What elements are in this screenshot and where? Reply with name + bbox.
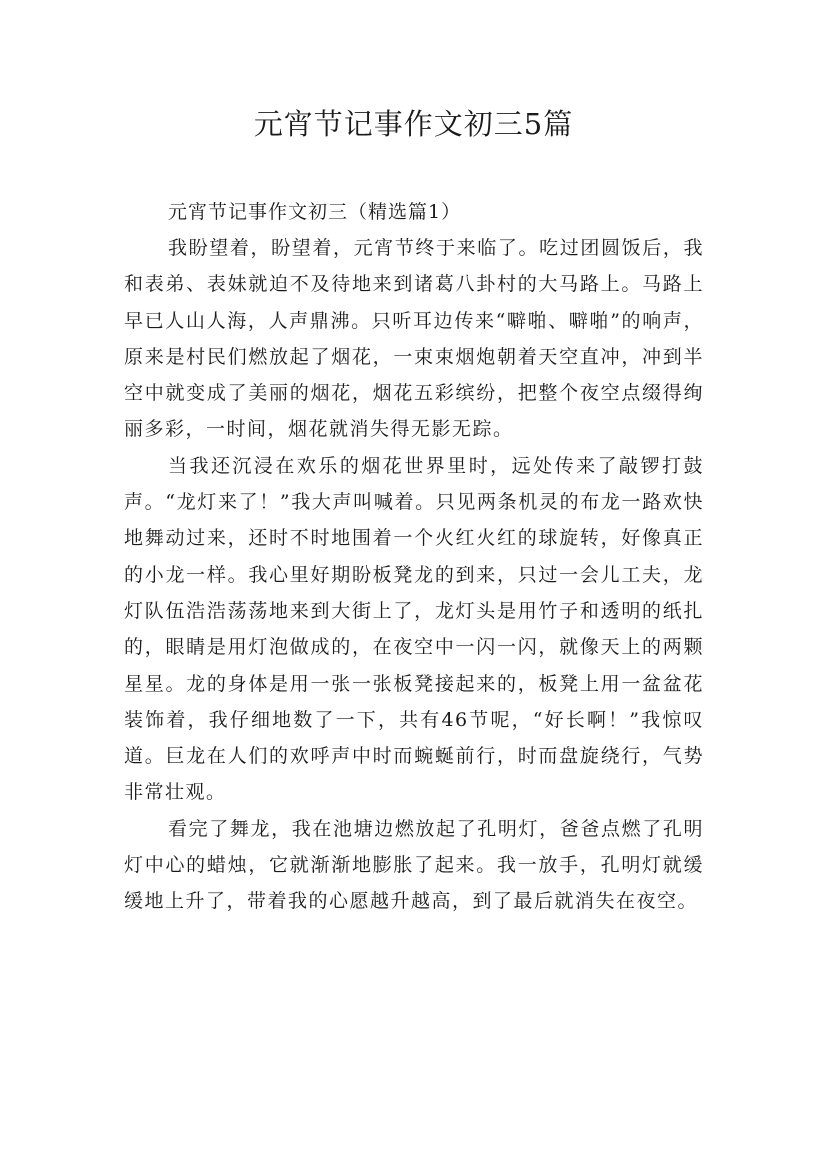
document-body [124,194,704,920]
paragraph-1: 我盼望着，盼望着，元宵节终于来临了。吃过团圆饭后，我和表弟、表妹就迫不及待地来到诸葛八卦村的大马路上。马路上早已人山人海，人声鼎沸。只听耳边传来“噼啪、噼啪”的响声，原来是村民们燃放起了烟花，一束束烟炮朝着天空直冲，冲到半空中就变成了美丽的烟花，烟花五彩缤纷，把整个夜空点缀得绚丽多彩，一时间，烟花就消失得无影无踪。 [124,237,704,441]
paragraph-2: 当我还沉浸在欢乐的烟花世界里时，远处传来了敲锣打鼓声。“龙灯来了！”我大声叫喊着。只见两条机灵的布龙一路欢快地舞动过来，还时不时地围着一个火红火红的球旋转，好像真正的小龙一样。我心里好期盼板凳龙的到来，只过一会儿工夫，龙灯队伍浩浩荡荡地来到大街上了，龙灯头是用竹子和透明的纸扎的，眼睛是用灯泡做成的，在夜空中一闪一闪，就像天上的两颗星星。龙的身体是用一张一张板凳接起来的，板凳上用一盆盆花装饰着，我仔细地数了一下，共有46节呢，“好长啊！”我惊叹道。巨龙在人们的欢呼声中时而蜿蜒前行，时而盘旋绕行，气势非常壮观。 [124,454,704,804]
paragraph-3: 看完了舞龙，我在池塘边燃放起了孔明灯，爸爸点燃了孔明灯中心的蜡烛，它就渐渐地膨胀了起来。我一放手，孔明灯就缓缓地上升了，带着我的心愿越升越高，到了最后就消失在夜空。 [124,817,704,913]
section-heading: 元宵节记事作文初三（精选篇1） [168,201,462,223]
document-title: 元宵节记事作文初三5篇 [253,107,574,141]
